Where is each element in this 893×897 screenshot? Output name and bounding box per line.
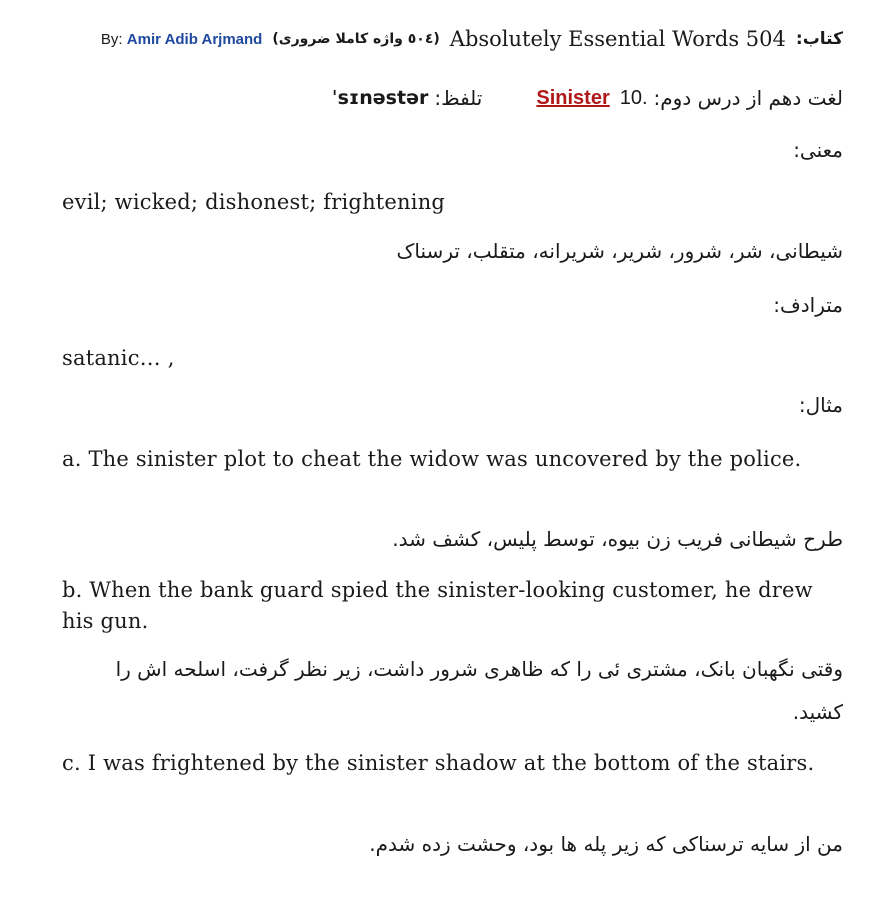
meaning-persian: شیطانی، شر، شرور، شریر، شریرانه، متقلب، ترسناک [396, 239, 843, 263]
synonyms-label: مترادف: [773, 293, 843, 317]
document-header [62, 24, 843, 54]
examples-label: مثال: [798, 393, 843, 417]
byline [101, 31, 262, 48]
book-subtitle: (٥٠٤ واژه کاملا ضروری) [272, 31, 440, 47]
word-number: 10. [619, 86, 648, 109]
word-heading [62, 82, 843, 114]
pronunciation-label: تلفظ: [434, 86, 483, 110]
word-term: Sinister [536, 86, 610, 109]
meaning-english: evil; wicked; dishonest; frightening [62, 190, 446, 214]
book-label: کتاب: [795, 29, 843, 49]
author-name: Amir Adib Arjmand [126, 30, 263, 48]
example-b-persian: وقتی نگهبان بانک، مشتری ئی را که ظاهری شرور داشت، زیر نظر گرفت، اسلحه اش را کشید. [115, 657, 843, 724]
example-c-english: c. I was frightened by the sinister shadow at the bottom of the stairs. [62, 751, 815, 775]
lesson-label: لغت دهم از درس دوم: [653, 86, 843, 110]
example-a-persian: طرح شیطانی فریب زن بیوه، توسط پلیس، کشف شد. [392, 527, 843, 551]
pronunciation-ipa: ˈsɪnəstər [331, 87, 429, 109]
by-label: By: [100, 30, 123, 48]
example-b-english: b. When the bank guard spied the sinister-looking customer, he drew his gun. [62, 578, 813, 633]
example-a-english: a. The sinister plot to cheat the widow was uncovered by the police. [62, 447, 802, 471]
meaning-label: معنی: [793, 138, 843, 162]
book-title: Absolutely Essential Words 504 [449, 27, 786, 51]
example-c-persian: من از سایه ترسناکی که زیر پله ها بود، وحشت زده شدم. [369, 832, 843, 856]
synonyms-text: satanic… , [62, 346, 175, 370]
